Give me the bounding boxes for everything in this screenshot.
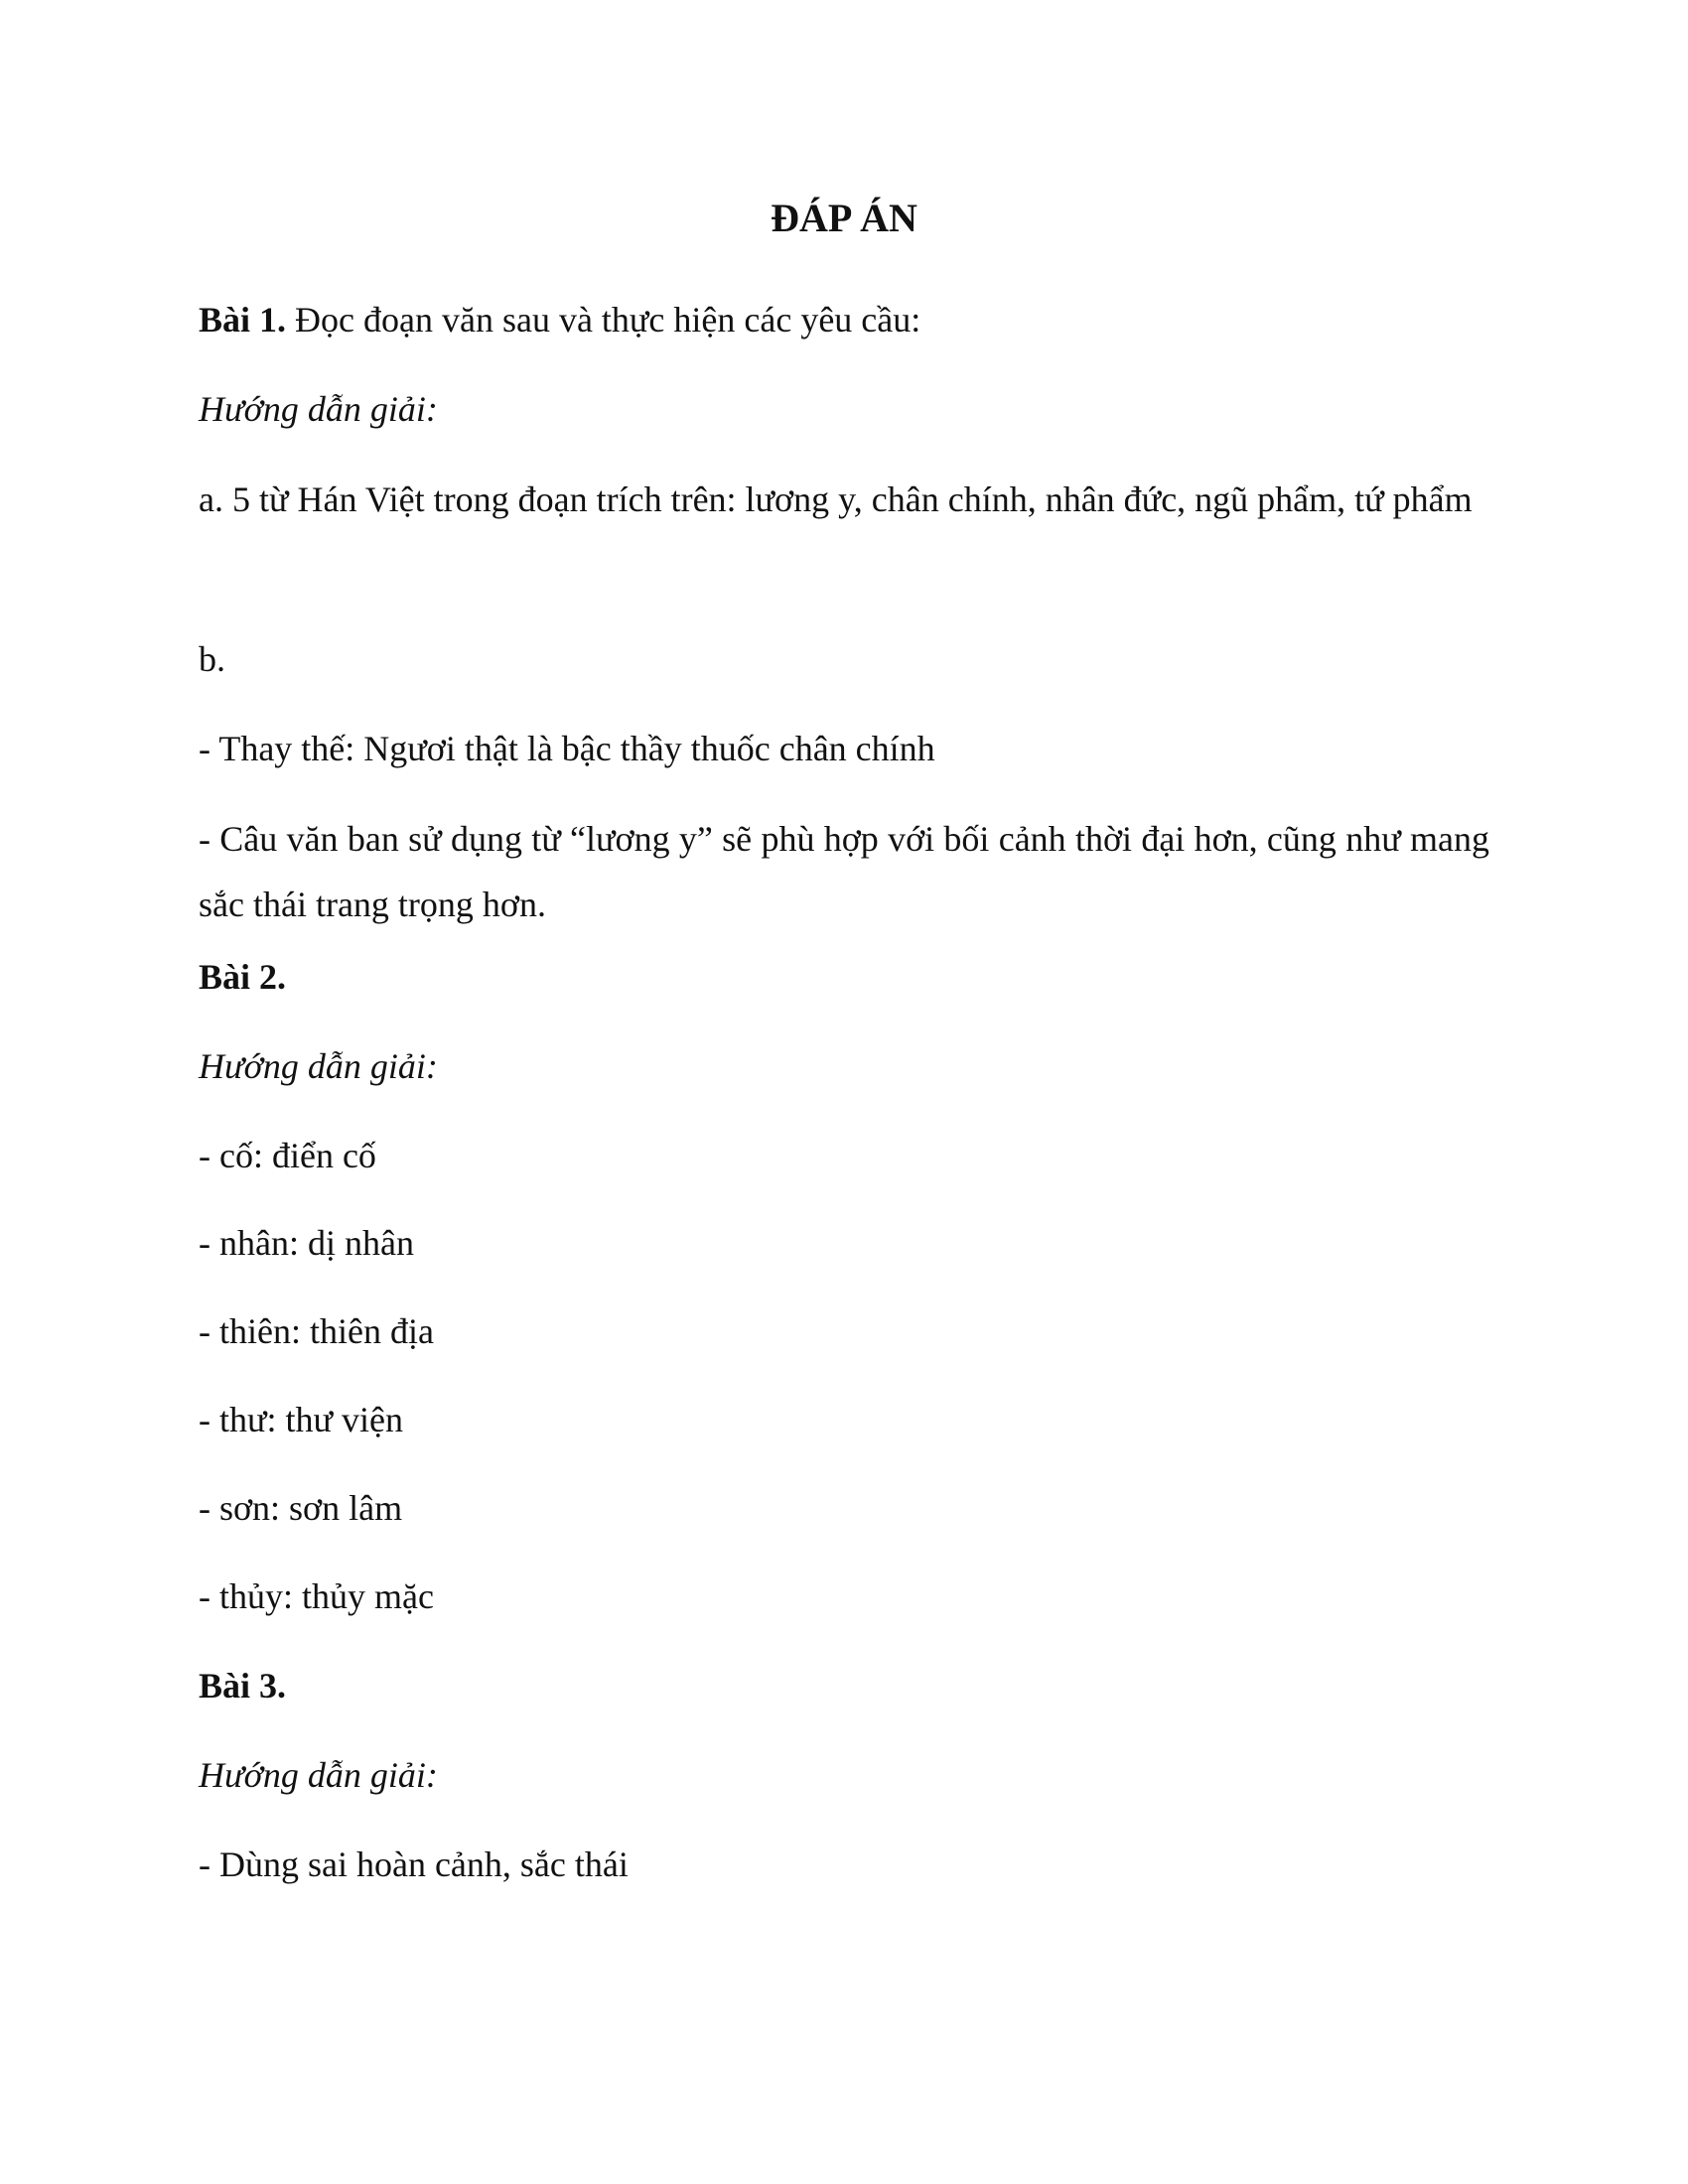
exercise-1-prompt: Đọc đoạn văn sau và thực hiện các yêu cầu: [286,300,921,340]
exercise-2-heading: Bài 2. [199,957,287,997]
exercise-2-item: - cố: điển cố [199,1136,376,1175]
exercise-2-item: - thủy: thủy mặc [199,1576,434,1616]
exercise-2-item: - nhân: dị nhân [199,1223,414,1263]
exercise-1-answer-b-line-1: - Thay thế: Ngươi thật là bậc thầy thuốc chân chính [199,729,935,768]
exercise-2-guide: Hướng dẫn giải: [199,1046,438,1086]
exercise-3-guide: Hướng dẫn giải: [199,1755,438,1795]
exercise-1-answer-b-label: b. [199,639,225,679]
exercise-3-item: - Dùng sai hoàn cảnh, sắc thái [199,1844,629,1884]
exercise-1-heading: Bài 1. [199,300,287,340]
exercise-1-answer-a: a. 5 từ Hán Việt trong đoạn trích trên: lương y, chân chính, nhân đức, ngũ phẩm, tứ phẩm [199,479,1473,519]
page-title: ĐÁP ÁN [771,196,917,240]
exercise-2-item: - thiên: thiên địa [199,1311,434,1351]
exercise-1-line [199,296,1489,343]
exercise-1-answer-b-line-2: - Câu văn ban sử dụng từ “lương y” sẽ phù hợp với bối cảnh thời đại hơn, cũng như mang sắc thái trang trọng hơn. [199,819,1489,924]
exercise-1-guide: Hướng dẫn giải: [199,389,438,429]
exercise-3-heading: Bài 3. [199,1666,287,1706]
exercise-2-item: - sơn: sơn lâm [199,1488,403,1528]
exercise-2-item: - thư: thư viện [199,1400,403,1439]
